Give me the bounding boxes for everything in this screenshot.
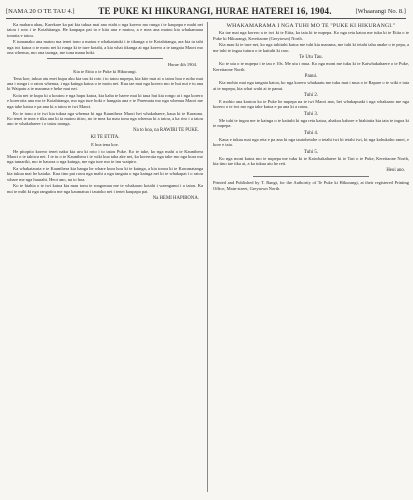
masthead	[6, 4, 406, 19]
notice-paragraph: E mohio ana koutou ko te Puke he nupepa na te iwi Maori ano, hei whakapuaki i nga whakaaro me nga korero o te iwi mo nga take katoa e pa ana ki a ratou.	[213, 99, 409, 110]
letter-heading: KI TE ETITA.	[90, 135, 120, 141]
notice-paragraph: Ko nga moni katoa mo te nupepa me tuku ki te Kaiwhakahaere ki te Tari o te Puke, Kereitaone North, kia tino tae tika ai, a ka tukua atu he reti.	[213, 155, 409, 167]
printer-imprint: Printed and Published by T. Rangi, for the Authority of Te Puke ki Hikurangi, at their registered Printing Office, Main-street, Greytown North.	[213, 180, 409, 191]
letter-paragraph: Ko te hiahia o te iwi katoa kia mau tonu te rongomau me te whakaaro kotahi i waenganui i a tatou. Ka nui te mihi ki nga rangatira me nga kaumatua i tautoko nei i tenei kaupapa pai.	[7, 183, 203, 194]
notice-heading: Panui.	[304, 73, 318, 79]
closing-text: Heoi ano.	[386, 168, 405, 174]
letter-paragraph: Koia nei te kupu ki a koutou e nga hapu katoa, kia kaha te haere mai ki taua hui kia rongo ai i nga korero e korerotia ana mo te Kotahitanga, mo nga ture hoki e hangaia ana e te Paremata mo nga whenua Maori me nga take katoa e pa ana ki a tatou te iwi Maori.	[7, 93, 203, 109]
notice-heading: Tuhi 5.	[303, 149, 319, 155]
issue-number: [NAMA 20 O TE TAU 4.]	[6, 7, 75, 15]
right-column	[213, 22, 409, 492]
letter-paragraph: Ka whakatauria e te Kaunihera kia hanga he whare kura hou ki te kainga, a kia tonoa ki te Kawanatanga kia tukua mai he kaiako. Kua tino pai rawa nga mahi a nga tangata o nga kainga nei ki te whakapai i o ratou whare me nga huarahi. Heoi ano, na to hoa.	[7, 165, 203, 182]
notice-heading: Tuhi 4.	[303, 130, 319, 136]
letter-paragraph: Ko te tono a te iwi kia tukua nga whenua ki nga Kaunihera Maori hei whakahaere, kaua ki te Karauna. Ko tenei te mea e tika ana ki ta matou titiro, no te mea ka mau tonu nga whenua ki a tatou, a ka riro i a tatou ano te whakahaere i o tatou taonga.	[7, 110, 203, 127]
notice-paragraph: Ka tae mai nga korero a te iwi ki te Etita, ka taia ki te nupepa. Ko nga reta katoa me tuku ki te Etita o te Puke ki Hikurangi, Kereitaone (Greytown) North.	[213, 30, 409, 41]
letter-paragraph: Tena koe, tukua atu enei kupu aku kia uru ki roto i to tatou nupepa, kia kite mai ai o tatou hoa e noho mai ana i runga i o ratou whenua, i nga kainga katoa o te motu nei. Kua tae mai nga korero mo te hui nui e tu ana ki Waipatu a te marama e heke mai nei.	[7, 75, 203, 92]
left-column	[7, 22, 203, 492]
letter-paragraph: He pitopito korero tenei naku kia uru ki roto i to tatou Puke. Ko te take, ko nga mahi a te Kaunihera Maori o te takiwa nei. I te tu o te Kaunihera i te wiki kua taha ake nei, ka korerotia nga take mo nga kura mo nga tamariki, mo te hauora o nga kainga, me nga ture mo te inu waipiro.	[7, 148, 203, 165]
notice-heading: WHAKAMARAMA I NGA TUHI MO TE "PUKE KI HIKURANGI."	[226, 23, 396, 29]
page-number: [Whaarangi No. 8.]	[355, 7, 406, 15]
section-divider	[47, 58, 163, 59]
notice-paragraph: Ko te utu o te nupepa i te tau e 10s. Me utu i mua. Ko nga moni me tuku ki te Kaiwhakahaere o te Puke, Kereitaone North.	[213, 61, 409, 72]
intro-paragraph: Ka mahara ahau, Karekare ka pai kia tukua mai ano etahi o nga korero mo runga i te kaupapa e mahi nei tatou i roto i te Kotahitanga. He kaupapa pai ia e kiia ana e matou, a e mea ana matou kia whakamaua tonutia e tatou.	[7, 22, 203, 38]
letter-signature: Na HEMI HAPIRONA.	[152, 195, 199, 201]
letter-signature: Na to hoa, na RAWIRI TE PUKE.	[133, 128, 199, 134]
letter-date: Hurae 4th 1904.	[167, 62, 197, 68]
notice-paragraph: Me tuhi te ingoa me te kainga o te kaituhi ki nga reta katoa, ahakoa kahore e hiahiatia kia taia te ingoa ki te nupepa.	[213, 118, 409, 129]
notice-heading: Tuhi 3.	[303, 111, 319, 117]
column-divider	[207, 22, 208, 492]
letter-salutation: Kia te Etita o te Puke ki Hikurangi.	[73, 68, 137, 74]
notice-heading: Tuhi 2.	[303, 92, 319, 98]
intro-paragraph: E tumanako ana matou ma tenei tono a matou e whakatutuki i te tikanga o te Kotahitanga, ara kia tu tahi nga iwi katoa o te motu nei ki runga ki te ture kotahi, a kia whai tikanga ai nga korero a te tangata Maori mo ona whenua, mo ona taonga, me tona mana hoki.	[7, 39, 203, 56]
notice-paragraph: Kia mau ki te ture nei, ko nga tuhituhi katoa me tuhi kia marama, me tuhi ki tetahi taha anake o te pepa, a me tuhi te ingoa tuturu o te kaituhi ki raro.	[213, 42, 409, 53]
notice-paragraph: Kia mohio mai nga tangata katoa, ko nga korero whakaatu me tuku mai i mua o te Rapare o te wiki e taia ai te nupepa, kia whai wahi ai te panui.	[213, 80, 409, 91]
letter-salutation: E hoa tena koe.	[91, 141, 119, 147]
notice-paragraph: Kaua e tukua mai nga reta e pa ana ki nga tautohetohe o tetahi iwi ki tetahi iwi, ki nga kohukohu ranei, e kore e taia.	[213, 136, 409, 148]
section-divider	[253, 176, 369, 177]
newspaper-title: TE PUKE KI HIKURANGI, HURAE HATEREI 16, 1904.	[98, 6, 332, 16]
notice-heading: Te Utu Tau.	[299, 55, 323, 61]
